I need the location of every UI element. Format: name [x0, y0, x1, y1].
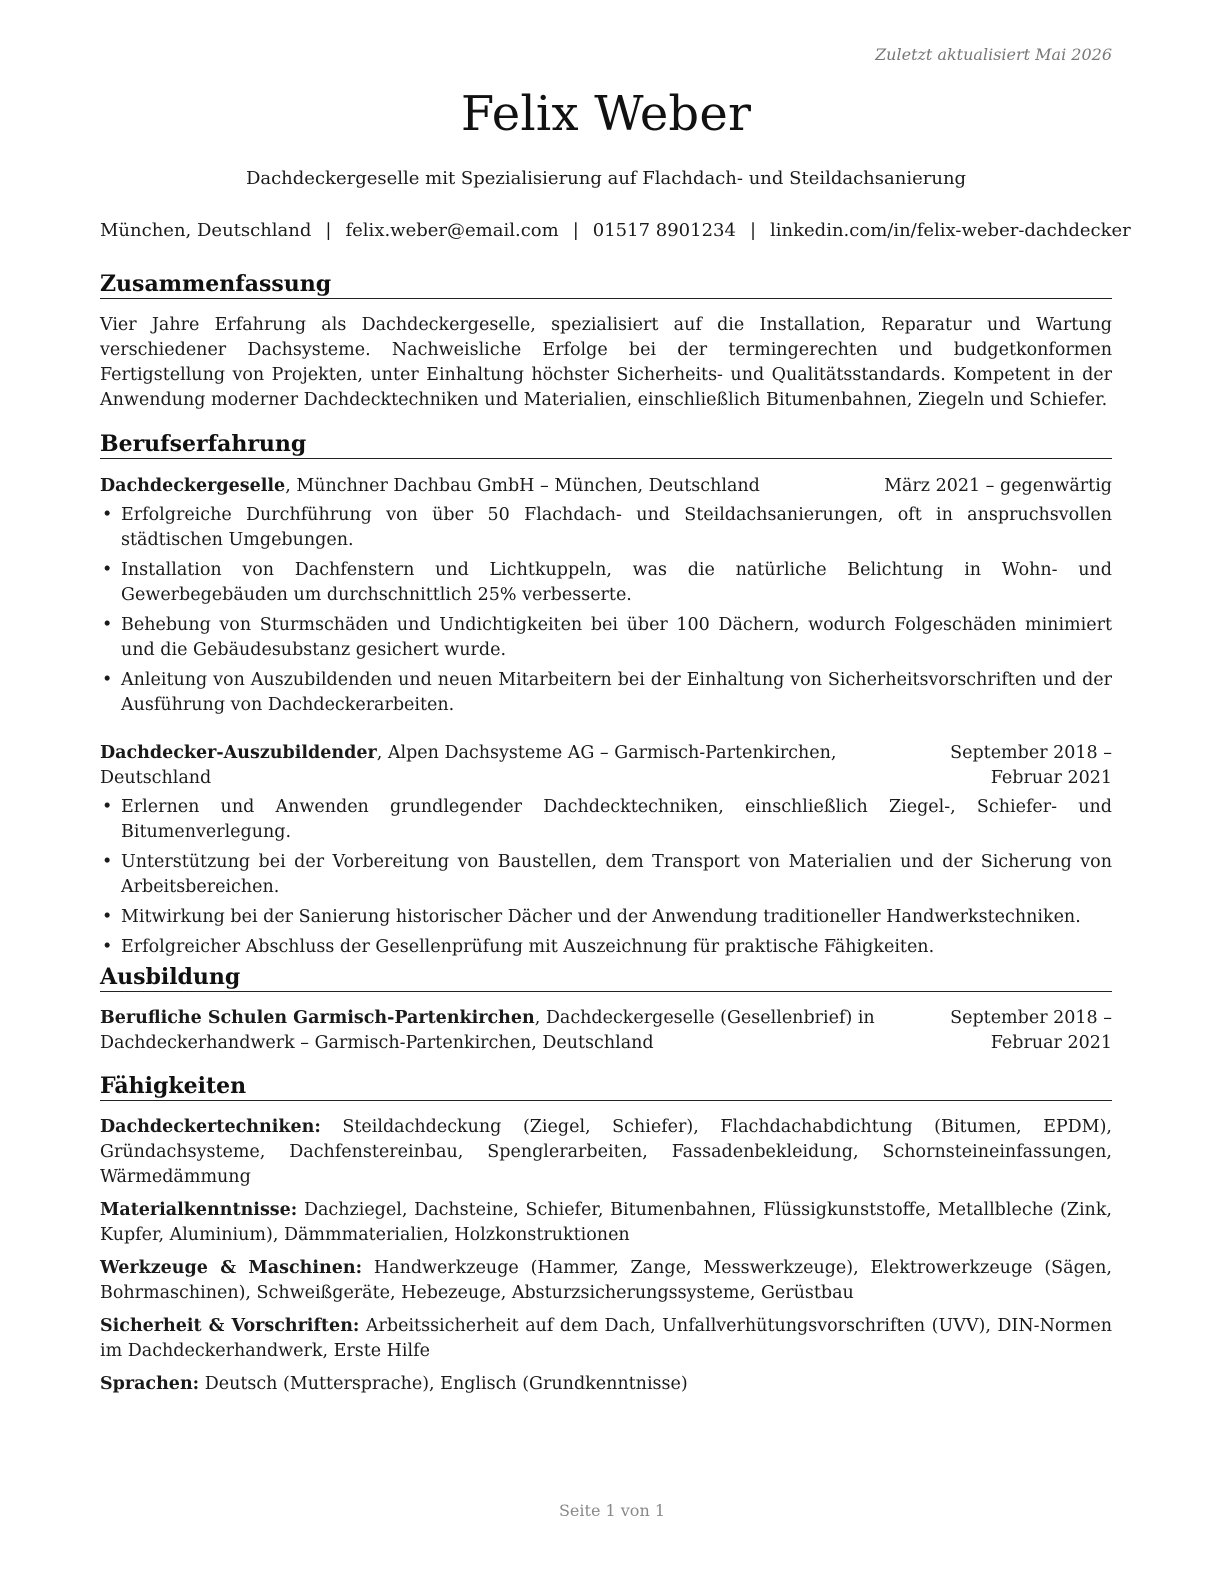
bullet-text: Erfolgreicher Abschluss der Gesellenprüfung mit Auszeichnung für praktische Fähigkeiten.	[121, 937, 935, 957]
list-item	[100, 558, 1112, 608]
separator: |	[572, 220, 579, 241]
skill-label: Sicherheit & Vorschriften:	[100, 1316, 360, 1336]
skill-item	[100, 1256, 1112, 1306]
job-role: Dachdeckergeselle	[100, 476, 286, 496]
job-title	[100, 741, 877, 791]
bullet-text: Anleitung von Auszubildenden und neuen Mitarbeitern bei der Einhaltung von Sicherheitsvorschriften und der Ausführung von Dachdeckerarbeiten.	[121, 670, 1112, 715]
school-name: Berufliche Schulen Garmisch-Partenkirchen	[100, 1008, 535, 1028]
last-updated: Zuletzt aktualisiert Mai 2026	[875, 45, 1112, 64]
bullet-icon: •	[102, 797, 113, 817]
skill-item	[100, 1115, 1112, 1190]
bullet-icon: •	[102, 560, 113, 580]
bullet-icon: •	[102, 505, 113, 525]
bullet-icon: •	[102, 615, 113, 635]
list-item	[100, 503, 1112, 553]
bullet-text: Mitwirkung bei der Sanierung historischer Dächer und der Anwendung traditioneller Handwerkstechniken.	[121, 907, 1081, 927]
bullet-text: Installation von Dachfenstern und Lichtkuppeln, was die natürliche Belichtung in Wohn- und Gewerbegebäuden um durchschnittlich 25% verbesserte.	[121, 560, 1112, 605]
experience-section	[100, 430, 1112, 965]
bullet-text: Behebung von Sturmschäden und Undichtigkeiten bei über 100 Dächern, wodurch Folgeschäden minimiert und die Gebäudesubstanz gesichert wurde.	[121, 615, 1112, 660]
candidate-name: Felix Weber	[460, 86, 752, 142]
bullet-icon: •	[102, 907, 113, 927]
contact-phone[interactable]: 01517 8901234	[592, 220, 736, 241]
job-header	[100, 474, 1112, 499]
separator: |	[325, 220, 332, 241]
list-item	[100, 905, 1112, 930]
job-role: Dachdecker-Auszubildender	[100, 743, 377, 763]
skill-label: Werkzeuge & Maschinen:	[100, 1258, 363, 1278]
job-company: , Alpen Dachsysteme AG – Garmisch-Partenkirchen, Deutschland	[100, 743, 837, 788]
bullet-text: Erlernen und Anwenden grundlegender Dachdecktechniken, einschließlich Ziegel-, Schiefer- und Bitumenverlegung.	[121, 797, 1112, 842]
page-number: Seite 1 von 1	[558, 1501, 666, 1520]
education-detail: , Dachdeckergeselle (Gesellenbrief) in Dachdeckerhandwerk – Garmisch-Partenkirchen, Deutschland	[100, 1008, 875, 1053]
skill-item	[100, 1372, 1112, 1397]
section-title: Zusammenfassung	[100, 270, 1112, 299]
job-title	[100, 474, 884, 499]
bullet-text: Unterstützung bei der Vorbereitung von Baustellen, dem Transport von Materialien und der Sicherung von Arbeitsbereichen.	[121, 852, 1112, 897]
skill-label: Dachdeckertechniken:	[100, 1117, 321, 1137]
job-bullets	[100, 503, 1112, 718]
skill-item	[100, 1314, 1112, 1364]
job-dates: September 2018 – Februar 2021	[950, 743, 1112, 788]
bullet-icon: •	[102, 670, 113, 690]
skill-text: Handwerkzeuge (Hammer, Zange, Messwerkzeuge), Elektrowerkzeuge (Sägen, Bohrmaschinen), Schweißgeräte, Hebezeuge, Absturzsicherungssysteme, Gerüstbau	[100, 1258, 1112, 1303]
skill-text: Deutsch (Muttersprache), Englisch (Grundkenntnisse)	[199, 1374, 688, 1394]
skill-text: Arbeitssicherheit auf dem Dach, Unfallverhütungsvorschriften (UVV), DIN-Normen im Dachdeckerhandwerk, Erste Hilfe	[100, 1316, 1113, 1361]
bullet-icon: •	[102, 852, 113, 872]
education-title	[100, 1006, 877, 1056]
list-item	[100, 795, 1112, 845]
job-dates: März 2021 – gegenwärtig	[884, 476, 1112, 496]
education-dates: September 2018 – Februar 2021	[950, 1008, 1112, 1053]
skill-text: Steildachdeckung (Ziegel, Schiefer), Flachdachabdichtung (Bitumen, EPDM), Gründachsysteme, Dachfenstereinbau, Spenglerarbeiten, Fassadenbekleidung, Schornsteineinfassungen, Wärmedämmung	[100, 1117, 1112, 1187]
job-company: , Münchner Dachbau GmbH – München, Deutschland	[285, 476, 760, 496]
section-title: Berufserfahrung	[100, 430, 1112, 459]
skill-text: Dachziegel, Dachsteine, Schiefer, Bitumenbahnen, Flüssigkunststoffe, Metallbleche (Zink, Kupfer, Aluminium), Dämmmaterialien, Holzkonstruktionen	[100, 1200, 1112, 1245]
summary-text: Vier Jahre Erfahrung als Dachdeckergeselle, spezialisiert auf die Installation, Reparatur und Wartung verschiedener Dachsysteme. Nachweisliche Erfolge bei der termingerechten und budgetkonformen Fertigstellung von Projekten, unter Einhaltung höchster Sicherheits- und Qualitätsstandards. Kompetent in der Anwendung moderner Dachdecktechniken und Materialien, einschließlich Bitumenbahnen, Ziegeln und Schiefer.	[100, 315, 1112, 410]
list-item	[100, 850, 1112, 900]
skills-section	[100, 1072, 1112, 1397]
contact-linkedin[interactable]: linkedin.com/in/felix-weber-dachdecker	[770, 220, 1131, 241]
contact-line	[100, 220, 1131, 241]
job-bullets	[100, 795, 1112, 960]
skill-label: Sprachen:	[100, 1374, 200, 1394]
contact-email[interactable]: felix.weber@email.com	[345, 220, 559, 241]
skill-label: Materialkenntnisse:	[100, 1200, 298, 1220]
list-item	[100, 613, 1112, 663]
separator: |	[749, 220, 757, 241]
bullet-text: Erfolgreiche Durchführung von über 50 Flachdach- und Steildachsanierungen, oft in anspruchsvollen städtischen Umgebungen.	[121, 505, 1112, 550]
contact-location: München, Deutschland	[100, 220, 312, 241]
bullet-icon: •	[102, 937, 113, 957]
education-entry	[100, 1006, 1112, 1056]
list-item	[100, 668, 1112, 718]
headline: Dachdeckergeselle mit Spezialisierung auf Flachdach- und Steildachsanierung	[245, 168, 967, 189]
section-title: Fähigkeiten	[100, 1072, 1112, 1101]
section-title: Ausbildung	[100, 963, 1112, 992]
education-section	[100, 963, 1112, 1056]
summary-section	[100, 270, 1112, 413]
skill-item	[100, 1198, 1112, 1248]
job-header	[100, 741, 1112, 791]
list-item	[100, 935, 1112, 960]
